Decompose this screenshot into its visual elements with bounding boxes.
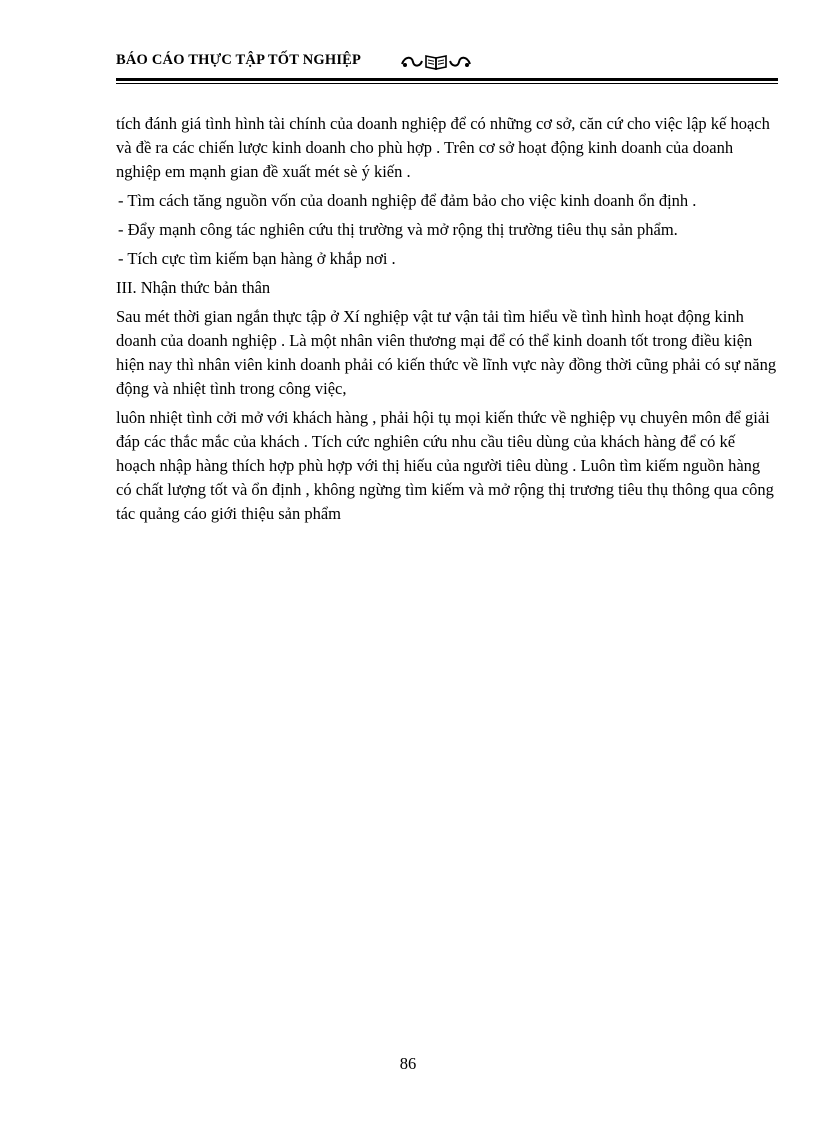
header-title: BÁO CÁO THỰC TẬP TỐT NGHIỆP: [116, 52, 362, 68]
paragraph-self-awareness: Sau mét thời gian ngắn thực tập ở Xí nghiệp vật tư vận tải tìm hiểu về tình hình hoạt động kinh doanh của doanh nghiệp . Là một nhân viên thương mại để có thể kinh doanh tốt trong điều kiện hiện nay thì nhân viên kinh doanh phải có kiến thức về lĩnh vực này đồng thời cũng phải có sự năng động và nhiệt tình trong công việc,: [116, 307, 777, 398]
bullet-item-market-research: - Đẩy mạnh công tác nghiên cứu thị trường và mở rộng thị trường tiêu thụ sản phẩm.: [118, 220, 678, 239]
header-rule-thick: [116, 78, 778, 81]
page-header: [116, 52, 778, 74]
section-heading: III. Nhận thức bản thân: [116, 278, 271, 297]
header-rule-thin: [116, 83, 778, 84]
paragraph-intro: tích đánh giá tình hình tài chính của doanh nghiệp để có những cơ sở, căn cứ cho việc lập kế hoạch và đề ra các chiến lược kinh doanh cho phù hợp . Trên cơ sở hoạt động kinh doanh của doanh nghiệp em mạnh gian đề xuất mét sè ý kiến .: [116, 114, 770, 181]
bullet-item-capital: - Tìm cách tăng nguồn vốn của doanh nghiệp để đảm bảo cho việc kinh doanh ổn định .: [118, 191, 697, 210]
paragraph-customer: luôn nhiệt tình cởi mở với khách hàng , phải hội tụ mọi kiến thức về nghiệp vụ chuyên môn để giải đáp các thắc mắc của khách . Tích cức nghiên cứu nhu cầu tiêu dùng của khách hàng để có kế hoạch nhập hàng thích hợp phù hợp với thị hiếu của người tiêu dùng . Luôn tìm kiếm nguồn hàng có chất lượng tốt và ổn định , không ngừng tìm kiếm và mở rộng thị trương tiêu thụ thông qua công tác quảng cáo giới thiệu sản phẩm: [116, 408, 774, 523]
page-number: 86: [399, 1054, 417, 1073]
bullet-item-partners: - Tích cực tìm kiếm bạn hàng ở khắp nơi .: [118, 249, 396, 268]
ornament-graphic: [400, 52, 474, 72]
page-body: [116, 112, 778, 531]
book-ornament-icon: [400, 52, 474, 72]
